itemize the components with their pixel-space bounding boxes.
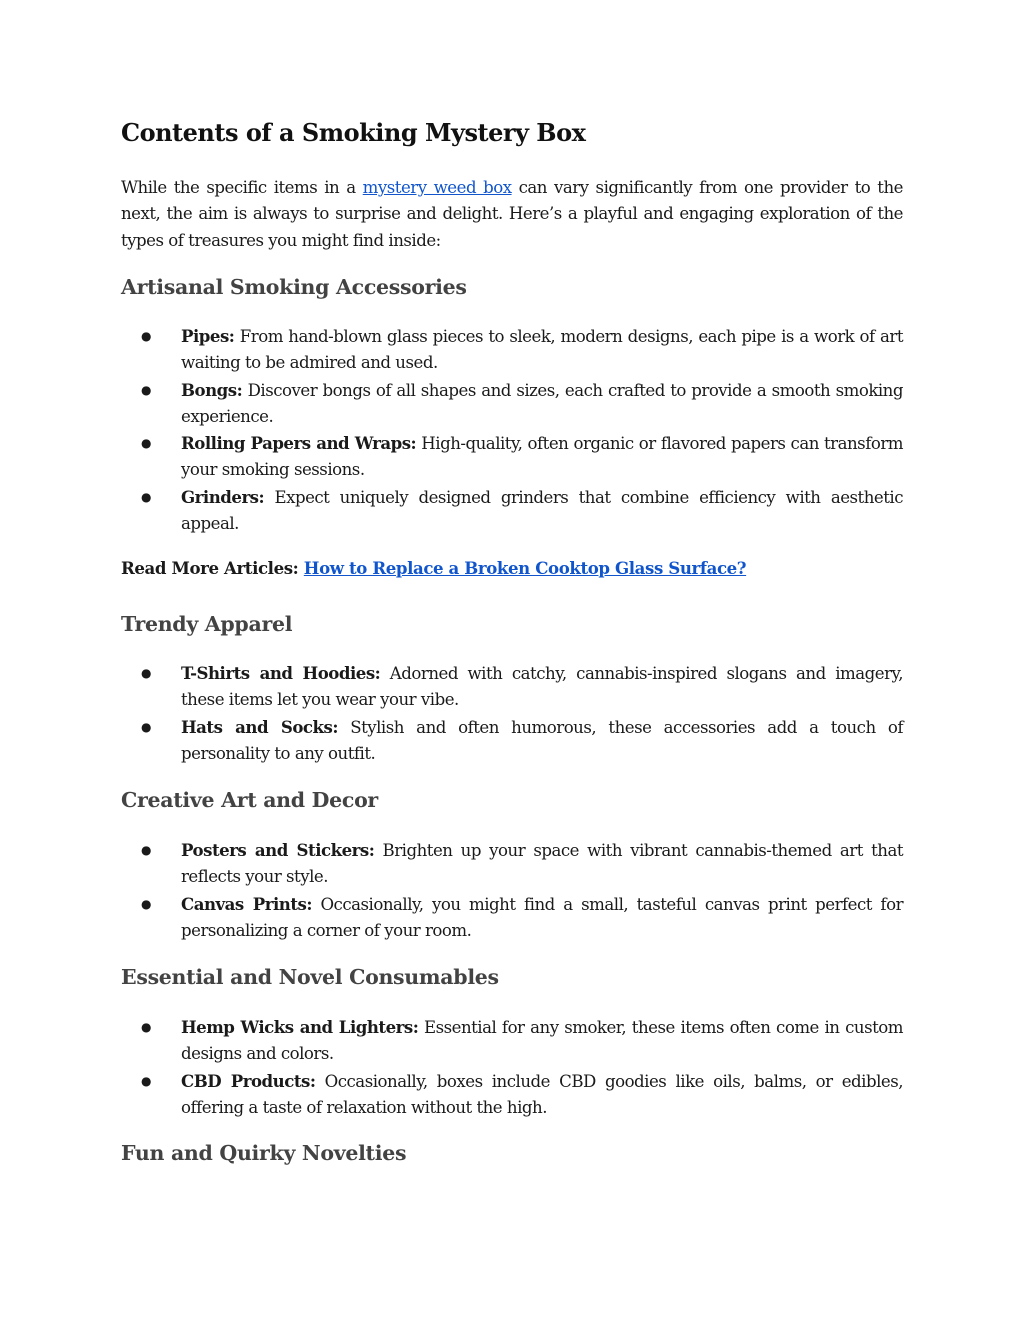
list-item — [121, 714, 903, 768]
bullet-icon: ● — [141, 382, 151, 397]
bullet-icon: ● — [141, 843, 151, 857]
bullet-icon: ● — [141, 719, 151, 734]
bullet-icon: ● — [141, 1020, 151, 1034]
item-term: Hats and Socks: — [181, 716, 338, 737]
artisanal-accessories-list — [121, 323, 903, 537]
read-more-link[interactable]: How to Replace a Broken Cooktop Glass Surface? — [303, 558, 747, 578]
item-text: Adorned with catchy, cannabis-inspired slogans and imagery, these items let you wear your vibe. — [181, 664, 903, 710]
section-heading-artisanal-smoking-accessories: Artisanal Smoking Accessories — [121, 275, 467, 299]
list-item — [121, 323, 903, 377]
list-item — [121, 430, 903, 484]
section-heading-creative-art-and-decor: Creative Art and Decor — [121, 788, 378, 812]
consumables-list — [121, 1014, 903, 1121]
item-text: Occasionally, you might find a small, tasteful canvas print perfect for personalizing a corner of your room. — [181, 894, 903, 940]
intro-text-before-link: While the specific items in a — [121, 178, 363, 197]
bullet-icon: ● — [141, 1073, 151, 1088]
item-term: Canvas Prints: — [181, 893, 312, 914]
item-term: Posters and Stickers: — [181, 840, 375, 860]
section-heading-trendy-apparel: Trendy Apparel — [121, 612, 293, 636]
item-term: CBD Products: — [181, 1070, 316, 1091]
section-heading-essential-and-novel-consumables: Essential and Novel Consumables — [121, 965, 499, 989]
intro-paragraph — [121, 175, 903, 254]
item-term: T-Shirts and Hoodies: — [181, 663, 381, 683]
item-text: Expect uniquely designed grinders that combine efficiency with aesthetic appeal. — [181, 487, 903, 534]
item-text: Essential for any smoker, these items often come in custom designs and colors. — [181, 1018, 904, 1064]
bullet-icon: ● — [141, 329, 151, 343]
creative-art-list — [121, 837, 903, 944]
item-term: Bongs: — [181, 379, 243, 400]
item-term: Pipes: — [181, 326, 235, 346]
list-item — [121, 377, 903, 431]
list-item — [121, 837, 903, 891]
read-more-line — [121, 555, 746, 581]
page-title: Contents of a Smoking Mystery Box — [121, 118, 586, 147]
item-text: Stylish and often humorous, these accessories add a touch of personality to any outfit. — [181, 717, 903, 763]
bullet-icon: ● — [141, 666, 151, 680]
list-item — [121, 1068, 903, 1122]
trendy-apparel-list — [121, 660, 903, 767]
list-item — [121, 891, 903, 945]
item-term: Hemp Wicks and Lighters: — [181, 1017, 419, 1037]
item-text: High-quality, often organic or flavored papers can transform your smoking sessions. — [181, 434, 904, 480]
list-item — [121, 1014, 903, 1068]
intro-text-after-link: can vary significantly from one provider to the next, the aim is always to surprise and delight. Here’s a playful and engaging exploration of the types of treasures you might find inside: — [121, 178, 903, 250]
section-heading-fun-and-quirky-novelties: Fun and Quirky Novelties — [121, 1141, 407, 1165]
list-item — [121, 660, 903, 714]
bullet-icon: ● — [141, 489, 151, 504]
read-more-label: Read More Articles: — [121, 558, 304, 578]
item-text: Brighten up your space with vibrant cannabis-themed art that reflects your style. — [181, 841, 904, 887]
item-text: From hand-blown glass pieces to sleek, modern designs, each pipe is a work of art waiting to be admired and used. — [181, 327, 903, 373]
mystery-weed-box-link[interactable]: mystery weed box — [362, 178, 512, 197]
item-text: Discover bongs of all shapes and sizes, each crafted to provide a smooth smoking experience. — [181, 380, 903, 426]
item-text: Occasionally, boxes include CBD goodies like oils, balms, or edibles, offering a taste of relaxation without the high. — [181, 1071, 903, 1117]
bullet-icon: ● — [141, 896, 151, 911]
bullet-icon: ● — [141, 436, 151, 451]
list-item — [121, 484, 903, 538]
item-term: Rolling Papers and Wraps: — [181, 433, 417, 454]
item-term: Grinders: — [181, 486, 265, 507]
